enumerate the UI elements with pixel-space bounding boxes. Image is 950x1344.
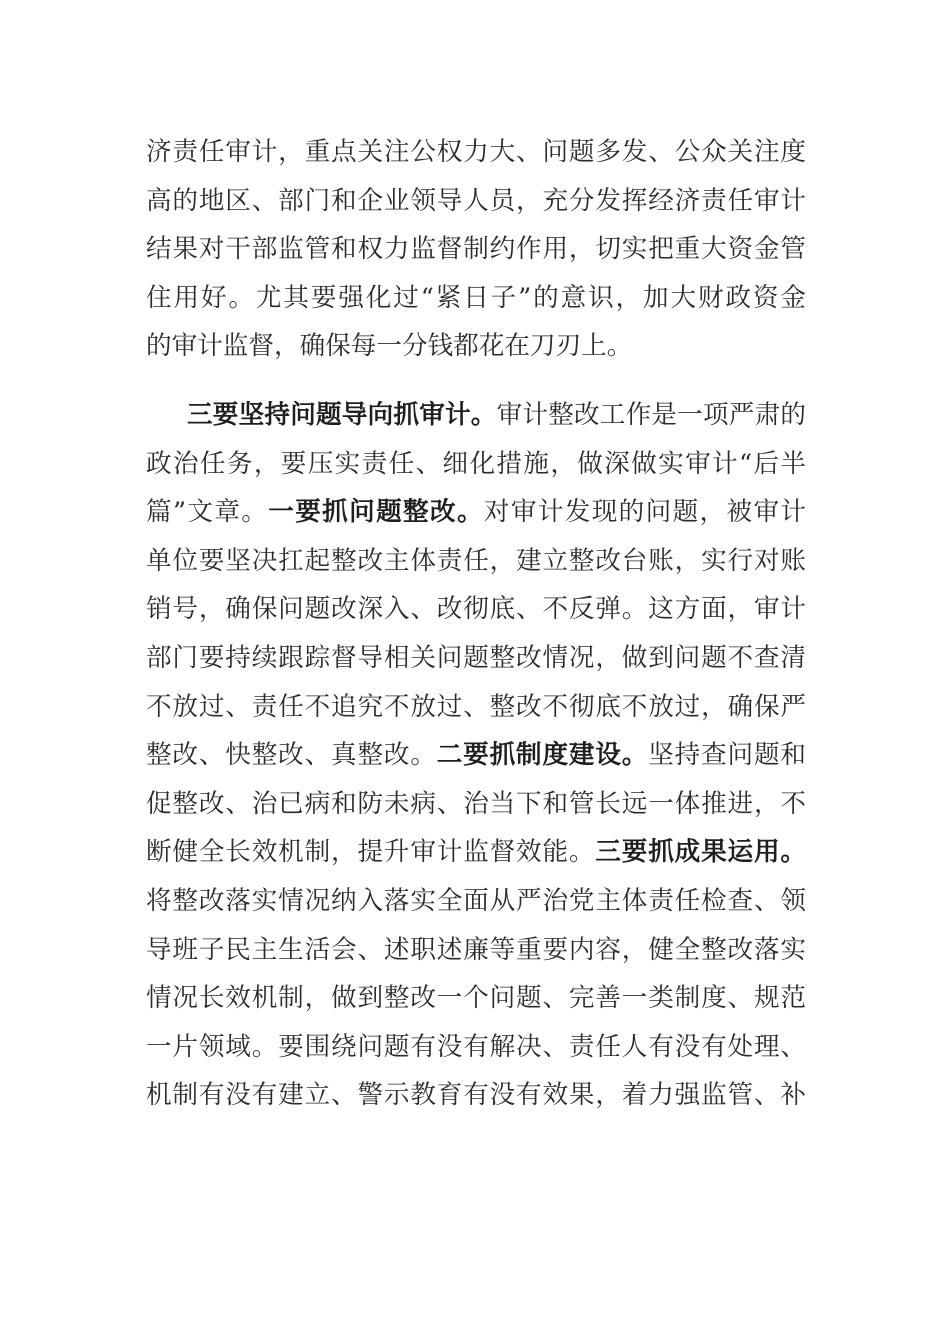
- paragraph-1-line: 结果对干部监管和权力监督制约作用，切实把重大资金管: [146, 234, 806, 265]
- paragraph-2-line: 促整改、治已病和防未病、治当下和管长远一体推进，不: [146, 788, 806, 819]
- paragraph-2-line: 机制有没有建立、警示教育有没有效果，着力强监管、补: [146, 1080, 806, 1111]
- paragraph-1-line: 住用好。尤其要强化过“紧日子”的意识，加大财政资金: [146, 282, 806, 313]
- paragraph-2-line: 一片领域。要围绕问题有没有解决、责任人有没有处理、: [146, 1031, 806, 1062]
- paragraph-1-line: 高的地区、部门和企业领导人员，充分发挥经济责任审计: [146, 185, 806, 216]
- sub-heading: 一要抓问题整改。: [268, 497, 484, 528]
- paragraph-text: 整改、快整改、真整改。: [146, 740, 437, 771]
- paragraph-text: 坚持查问题和: [648, 740, 806, 771]
- document-body: [146, 128, 806, 1120]
- paragraph-text: 篇”文章。: [146, 497, 269, 528]
- paragraph-2-line: 销号，确保问题改深入、改彻底、不反弹。这方面，审计: [146, 594, 806, 625]
- paragraph-2-line: 情况长效机制，做到整改一个问题、完善一类制度、规范: [146, 983, 806, 1014]
- paragraph-2-line: [146, 828, 806, 877]
- paragraph-2: [146, 391, 806, 1120]
- paragraph-gap: [146, 371, 806, 391]
- paragraph-2-line: 导班子民主生活会、述职述廉等重要内容，健全整改落实: [146, 934, 806, 965]
- sub-heading: 三要抓成果运用。: [595, 837, 806, 868]
- paragraph-2-line: [146, 731, 806, 780]
- paragraph-text: 对审计发现的问题，被审计: [483, 497, 806, 528]
- paragraph-1-line: 的审计监督，确保每一分钱都花在刀刃上。: [146, 331, 633, 362]
- paragraph-text: 审计整改工作是一项严肃的: [496, 399, 806, 430]
- paragraph-text: 断健全长效机制，提升审计监督效能。: [146, 837, 596, 868]
- sub-heading: 二要抓制度建设。: [436, 740, 649, 771]
- section-heading: 三要坚持问题导向抓审计。: [187, 399, 497, 430]
- paragraph-2-line: 部门要持续跟踪督导相关问题整改情况，做到问题不查清: [146, 642, 806, 673]
- paragraph-2-line: [146, 488, 806, 537]
- paragraph-2-line: 将整改落实情况纳入落实全面从严治党主体责任检查、领: [146, 885, 806, 916]
- paragraph-2-line: 不放过、责任不追究不放过、整改不彻底不放过，确保严: [146, 691, 806, 722]
- paragraph-1: [146, 128, 806, 371]
- paragraph-2-line: 政治任务，要压实责任、细化措施，做深做实审计“后半: [146, 448, 806, 479]
- paragraph-2-line: 单位要坚决扛起整改主体责任，建立整改台账，实行对账: [146, 545, 806, 576]
- paragraph-2-line: [146, 391, 806, 440]
- paragraph-1-line: 济责任审计，重点关注公权力大、问题多发、公众关注度: [146, 137, 806, 167]
